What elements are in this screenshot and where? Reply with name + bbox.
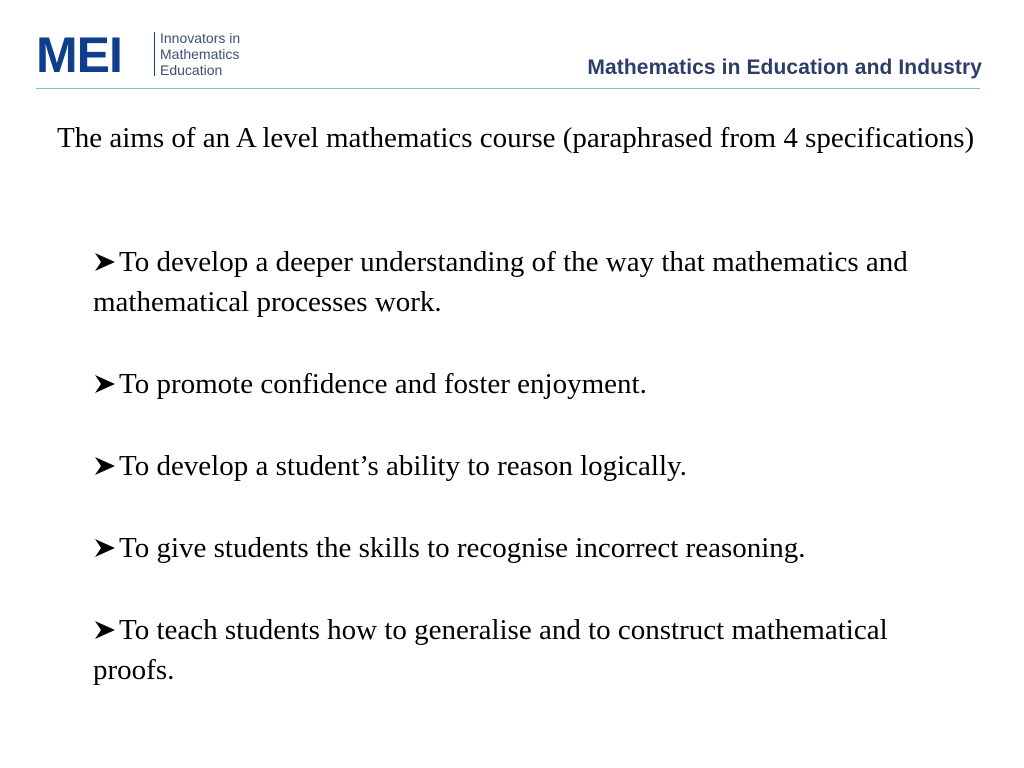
aim-text: To develop a student’s ability to reason logically. [119,450,687,482]
logo-tagline [160,30,280,78]
aim-text: To promote confidence and foster enjoyment. [119,368,647,400]
mei-logo-text: MEI [36,30,122,78]
slide-title: The aims of an A level mathematics course (paraphrased from 4 specifications) [57,122,975,154]
list-item [93,610,973,690]
logo-tagline-line: Education [160,62,223,78]
arrowhead-bullet-icon [93,619,119,641]
list-item [93,242,973,322]
header-divider [36,88,980,89]
mei-logo [36,28,276,80]
list-item [93,528,973,568]
logo-divider [154,32,155,76]
list-item [93,364,973,404]
logo-tagline-line: Innovators in [160,30,241,46]
list-item [93,446,973,486]
arrowhead-bullet-icon [93,373,119,395]
aim-text: To develop a deeper understanding of the way that mathematics and mathematical processes work. [93,246,908,318]
aim-text: To give students the skills to recognise incorrect reasoning. [119,532,806,564]
mei-logo-mark [36,30,152,78]
arrowhead-bullet-icon [93,251,119,273]
arrowhead-bullet-icon [93,455,119,477]
organisation-name: Mathematics in Education and Industry [587,56,982,79]
logo-tagline-line: Mathematics [160,46,240,62]
arrowhead-bullet-icon [93,537,119,559]
aim-text: To teach students how to generalise and to construct mathematical proofs. [93,614,888,686]
aims-list [93,242,973,690]
